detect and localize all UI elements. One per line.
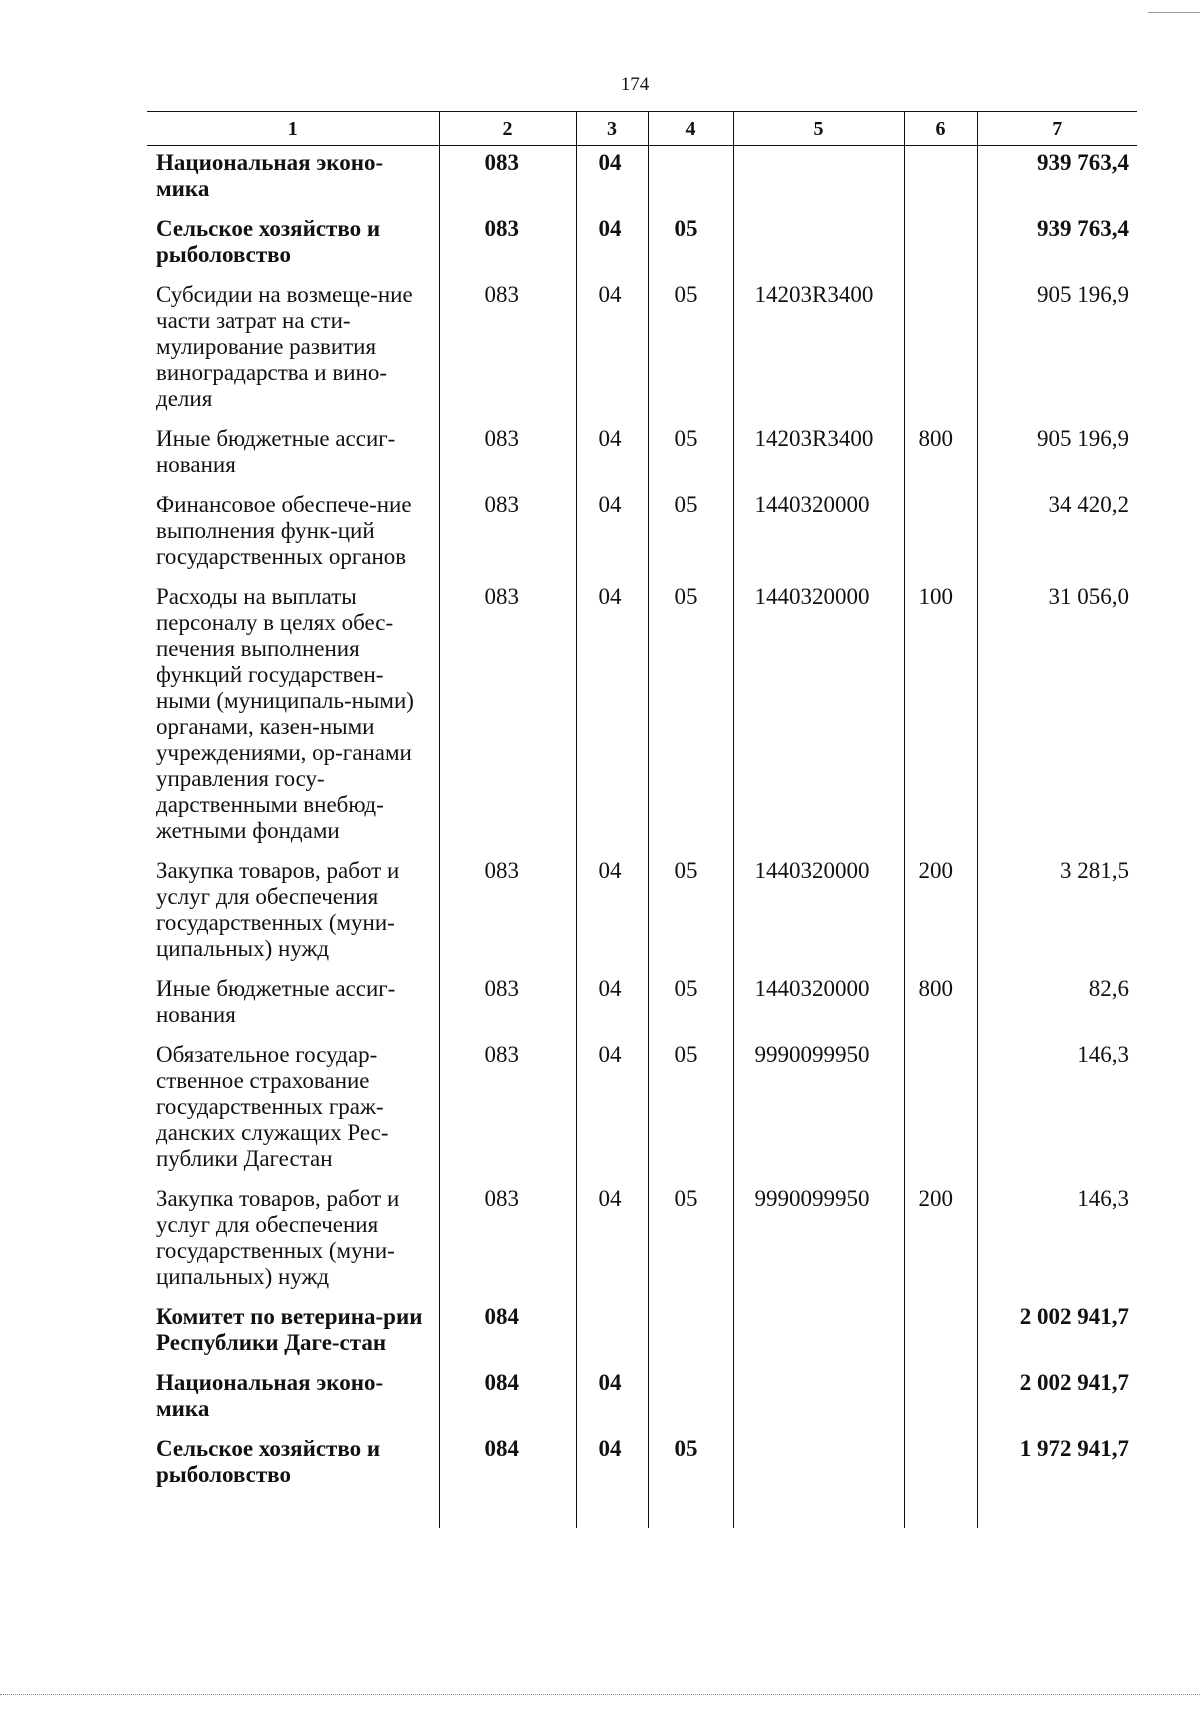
row-target-code: 1440320000 — [733, 488, 904, 580]
row-admin-code: 084 — [439, 1432, 576, 1528]
row-section-code: 04 — [576, 278, 648, 422]
row-amount: 905 196,9 — [977, 278, 1137, 422]
table-row — [147, 212, 1137, 278]
row-amount: 939 763,4 — [977, 212, 1137, 278]
row-expense-type-code — [904, 1366, 977, 1432]
table-body — [147, 146, 1137, 1529]
row-subsection-code: 05 — [648, 1038, 733, 1182]
row-target-code — [733, 146, 904, 213]
row-expense-type-code — [904, 278, 977, 422]
row-name-cell: Закупка товаров, работ и услуг для обеспечения государственных (муни-ципальных) нужд — [156, 858, 400, 961]
table-row — [147, 972, 1137, 1038]
column-header-name: 1 — [147, 112, 439, 146]
column-header-subsection: 4 — [648, 112, 733, 146]
row-target-code — [733, 1300, 904, 1366]
row-subsection-code: 05 — [648, 212, 733, 278]
table-row — [147, 1366, 1137, 1432]
row-admin-code: 083 — [439, 972, 576, 1038]
row-admin-code: 084 — [439, 1300, 576, 1366]
row-amount: 82,6 — [977, 972, 1137, 1038]
row-admin-code: 083 — [439, 212, 576, 278]
row-subsection-code: 05 — [648, 488, 733, 580]
row-section-code: 04 — [576, 854, 648, 972]
row-expense-type-code — [904, 1300, 977, 1366]
row-amount: 31 056,0 — [977, 580, 1137, 854]
row-subsection-code: 05 — [648, 1432, 733, 1528]
table-row — [147, 1038, 1137, 1182]
row-expense-type-code: 800 — [904, 422, 977, 488]
row-admin-code: 083 — [439, 488, 576, 580]
row-section-code: 04 — [576, 1182, 648, 1300]
row-subsection-code: 05 — [648, 854, 733, 972]
row-subsection-code: 05 — [648, 1182, 733, 1300]
table-row — [147, 580, 1137, 854]
row-subsection-code — [648, 146, 733, 213]
row-subsection-code — [648, 1300, 733, 1366]
row-target-code: 9990099950 — [733, 1038, 904, 1182]
row-target-code — [733, 212, 904, 278]
budget-table — [147, 111, 1137, 1528]
row-amount: 939 763,4 — [977, 146, 1137, 213]
column-header-target: 5 — [733, 112, 904, 146]
row-expense-type-code — [904, 488, 977, 580]
row-admin-code: 083 — [439, 580, 576, 854]
row-section-code — [576, 1300, 648, 1366]
row-amount: 146,3 — [977, 1182, 1137, 1300]
row-admin-code: 083 — [439, 422, 576, 488]
row-expense-type-code — [904, 1432, 977, 1528]
row-target-code — [733, 1366, 904, 1432]
row-expense-type-code — [904, 212, 977, 278]
row-subsection-code: 05 — [648, 422, 733, 488]
row-name-cell: Закупка товаров, работ и услуг для обеспечения государственных (муни-ципальных) нужд — [156, 1186, 400, 1289]
column-header-expense-type: 6 — [904, 112, 977, 146]
table-row — [147, 488, 1137, 580]
row-target-code: 9990099950 — [733, 1182, 904, 1300]
row-expense-type-code: 200 — [904, 854, 977, 972]
row-amount: 3 281,5 — [977, 854, 1137, 972]
row-name-cell: Иные бюджетные ассиг-нования — [156, 426, 396, 477]
table-row — [147, 854, 1137, 972]
table-row — [147, 146, 1137, 213]
row-admin-code: 084 — [439, 1366, 576, 1432]
row-admin-code: 083 — [439, 278, 576, 422]
row-name-cell: Обязательное государ-ственное страхование государственных граж-данских служащих Рес-публики Дагестан — [156, 1042, 389, 1171]
row-amount: 2 002 941,7 — [977, 1300, 1137, 1366]
row-admin-code: 083 — [439, 854, 576, 972]
row-subsection-code — [648, 1366, 733, 1432]
row-admin-code: 083 — [439, 146, 576, 213]
column-header-section: 3 — [576, 112, 648, 146]
row-section-code: 04 — [576, 580, 648, 854]
row-name-cell: Национальная эконо-мика — [156, 1370, 384, 1421]
table-row — [147, 1432, 1137, 1528]
row-target-code: 14203R3400 — [733, 422, 904, 488]
row-name-cell: Иные бюджетные ассиг-нования — [156, 976, 396, 1027]
row-amount: 2 002 941,7 — [977, 1366, 1137, 1432]
row-admin-code: 083 — [439, 1182, 576, 1300]
row-target-code: 1440320000 — [733, 580, 904, 854]
table-row — [147, 278, 1137, 422]
row-target-code — [733, 1432, 904, 1528]
table-header-row — [147, 112, 1137, 146]
row-amount: 34 420,2 — [977, 488, 1137, 580]
row-name-cell: Расходы на выплаты персоналу в целях обес-печения выполнения функций государствен-ными (муниципаль-ными) органами, казен-ными учреждениями, ор-ганами управления госу-дарственными внебюд-жетными фондами — [156, 584, 414, 843]
row-name-cell: Финансовое обеспече-ние выполнения функ-ций государственных органов — [156, 492, 412, 569]
row-admin-code: 083 — [439, 1038, 576, 1182]
scan-bottom-edge — [0, 1694, 1200, 1695]
row-amount: 1 972 941,7 — [977, 1432, 1137, 1528]
row-subsection-code: 05 — [648, 580, 733, 854]
table-row — [147, 1182, 1137, 1300]
row-subsection-code: 05 — [648, 278, 733, 422]
column-header-amount: 7 — [977, 112, 1137, 146]
row-name-cell: Сельское хозяйство и рыболовство — [156, 1436, 381, 1487]
row-expense-type-code — [904, 146, 977, 213]
table-row — [147, 1300, 1137, 1366]
row-expense-type-code: 800 — [904, 972, 977, 1038]
row-target-code: 1440320000 — [733, 854, 904, 972]
row-name-cell: Субсидии на возмеще-ние части затрат на сти-мулирование развития виноградарства и вино-делия — [156, 282, 413, 411]
column-header-admin: 2 — [439, 112, 576, 146]
row-section-code: 04 — [576, 1432, 648, 1528]
row-section-code: 04 — [576, 972, 648, 1038]
row-section-code: 04 — [576, 1366, 648, 1432]
row-section-code: 04 — [576, 1038, 648, 1182]
row-amount: 146,3 — [977, 1038, 1137, 1182]
row-expense-type-code: 100 — [904, 580, 977, 854]
row-section-code: 04 — [576, 488, 648, 580]
row-name-cell: Комитет по ветерина-рии Республики Даге-стан — [156, 1304, 423, 1355]
table-row — [147, 422, 1137, 488]
scan-edge-mark — [1148, 0, 1200, 13]
row-target-code: 14203R3400 — [733, 278, 904, 422]
row-expense-type-code: 200 — [904, 1182, 977, 1300]
row-expense-type-code — [904, 1038, 977, 1182]
row-section-code: 04 — [576, 212, 648, 278]
row-subsection-code: 05 — [648, 972, 733, 1038]
row-amount: 905 196,9 — [977, 422, 1137, 488]
page-number: 174 — [620, 74, 650, 95]
row-name-cell: Сельское хозяйство и рыболовство — [156, 216, 381, 267]
row-name-cell: Национальная эконо-мика — [156, 150, 384, 201]
row-section-code: 04 — [576, 146, 648, 213]
row-section-code: 04 — [576, 422, 648, 488]
row-target-code: 1440320000 — [733, 972, 904, 1038]
